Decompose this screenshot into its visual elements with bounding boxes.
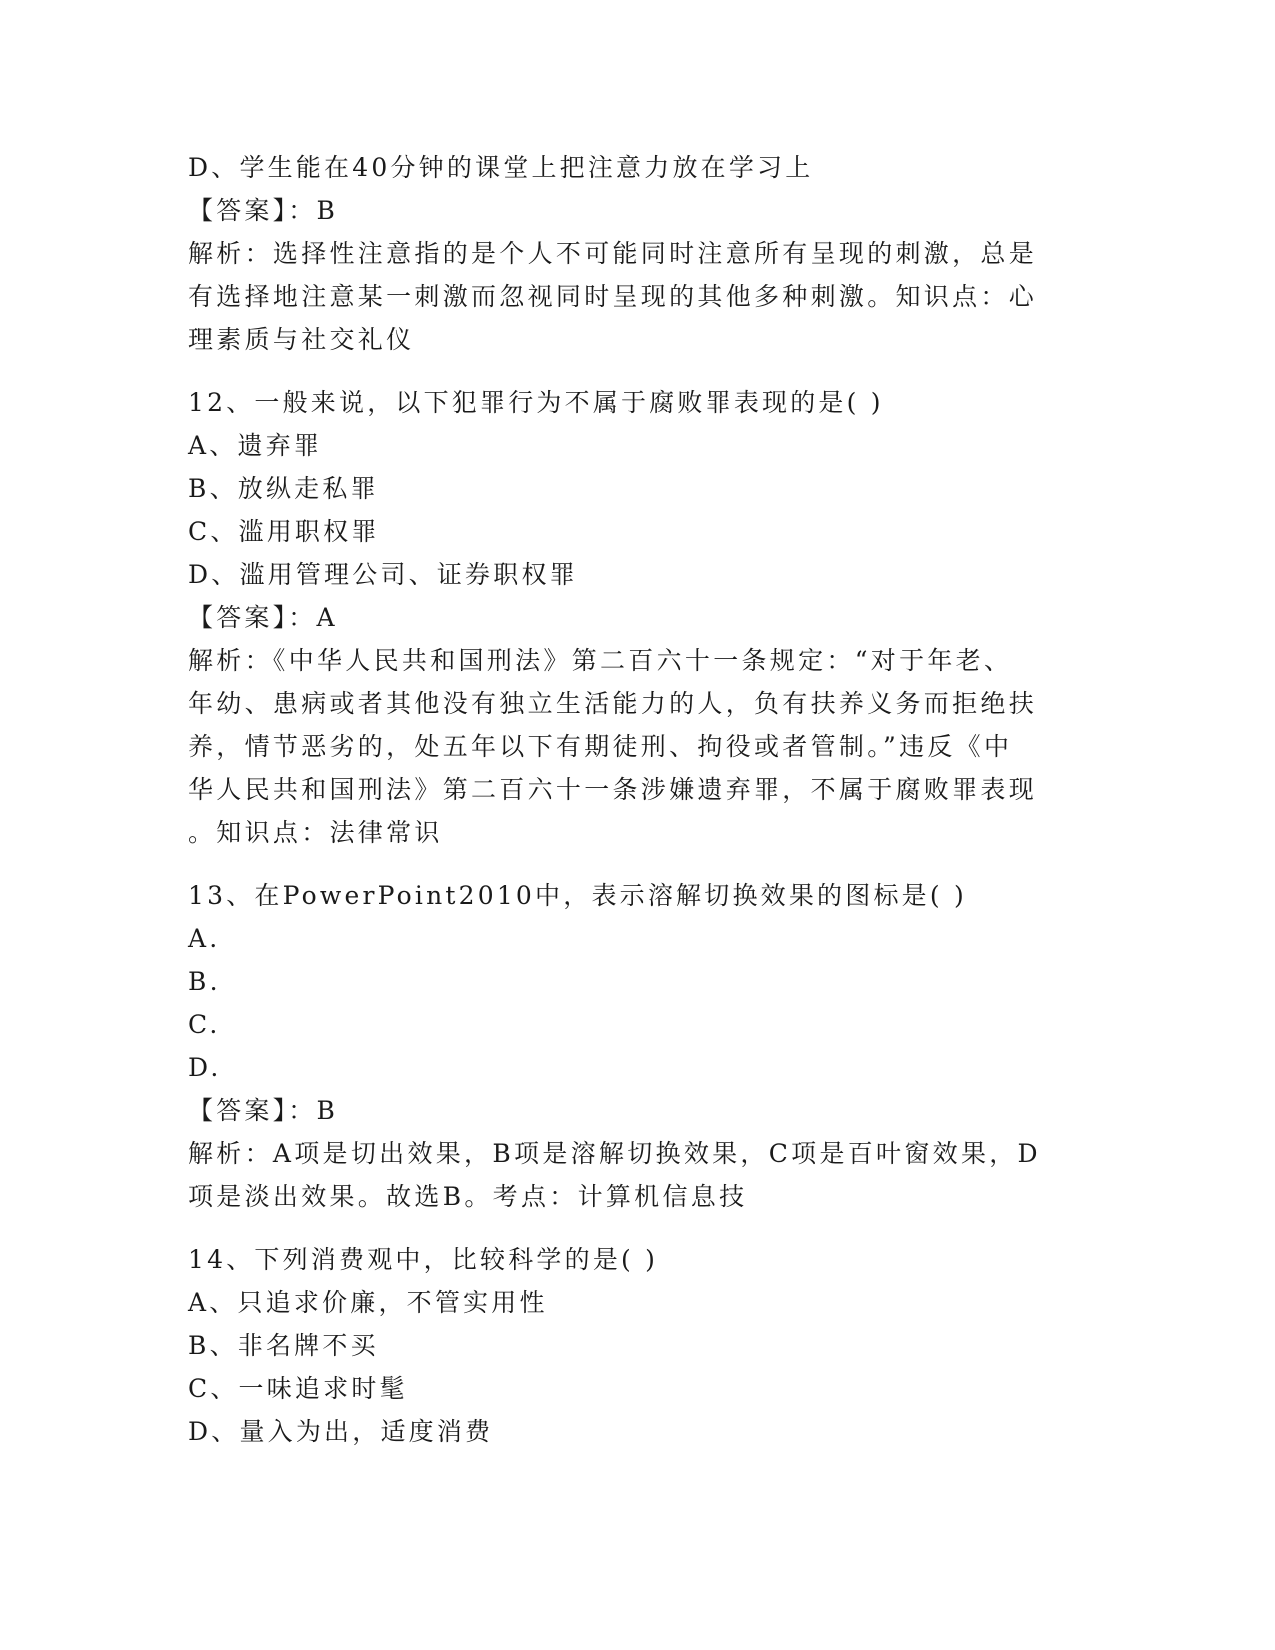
analysis-line: 解析：A项是切出效果，B项是溶解切换效果，C项是百叶窗效果，D <box>188 1139 1041 1168</box>
question-13 <box>188 874 1068 1218</box>
analysis-line: 。知识点：法律常识 <box>188 818 443 847</box>
analysis <box>188 639 1068 854</box>
analysis-line: 项是淡出效果。故选B。考点：计算机信息技 <box>188 1182 748 1211</box>
question-text: 12、一般来说，以下犯罪行为不属于腐败罪表现的是( ) <box>188 388 884 417</box>
answer: 【答案】：B <box>188 1096 339 1125</box>
analysis-line: 解析：《中华人民共和国刑法》第二百六十一条规定：“对于年老、 <box>188 646 1013 675</box>
analysis-line: 有选择地注意某一刺激而忽视同时呈现的其他多种刺激。知识点：心 <box>188 282 1038 311</box>
option-b: B. <box>188 967 221 996</box>
option-a: A. <box>188 924 221 953</box>
analysis <box>188 232 1068 361</box>
analysis-line: 养，情节恶劣的，处五年以下有期徒刑、拘役或者管制。”违反《中 <box>188 732 1013 761</box>
question-text: 14、下列消费观中，比较科学的是( ) <box>188 1245 659 1274</box>
analysis <box>188 1132 1068 1218</box>
question-11-tail <box>188 146 1068 361</box>
option-d: D、量入为出，适度消费 <box>188 1417 494 1446</box>
analysis-line: 年幼、患病或者其他没有独立生活能力的人，负有扶养义务而拒绝扶 <box>188 689 1038 718</box>
analysis-line: 理素质与社交礼仪 <box>188 325 415 354</box>
option-a: A、遗弃罪 <box>188 431 323 460</box>
option-a: A、只追求价廉，不管实用性 <box>188 1288 548 1317</box>
option-c: C、滥用职权罪 <box>188 517 380 546</box>
question-text: 13、在PowerPoint2010中，表示溶解切换效果的图标是( ) <box>188 881 967 910</box>
option-c: C. <box>188 1010 221 1039</box>
option-c: C、一味追求时髦 <box>188 1374 408 1403</box>
option-b: B、非名牌不买 <box>188 1331 379 1360</box>
answer: 【答案】：B <box>188 196 339 225</box>
document-page <box>188 146 1068 1453</box>
answer: 【答案】：A <box>188 603 338 632</box>
option-d: D、学生能在40分钟的课堂上把注意力放在学习上 <box>188 153 814 182</box>
question-14 <box>188 1238 1068 1453</box>
option-d: D. <box>188 1053 222 1082</box>
option-d: D、滥用管理公司、证券职权罪 <box>188 560 578 589</box>
analysis-line: 解析：选择性注意指的是个人不可能同时注意所有呈现的刺激，总是 <box>188 239 1038 268</box>
analysis-line: 华人民共和国刑法》第二百六十一条涉嫌遗弃罪，不属于腐败罪表现 <box>188 775 1038 804</box>
option-b: B、放纵走私罪 <box>188 474 379 503</box>
question-12 <box>188 381 1068 854</box>
